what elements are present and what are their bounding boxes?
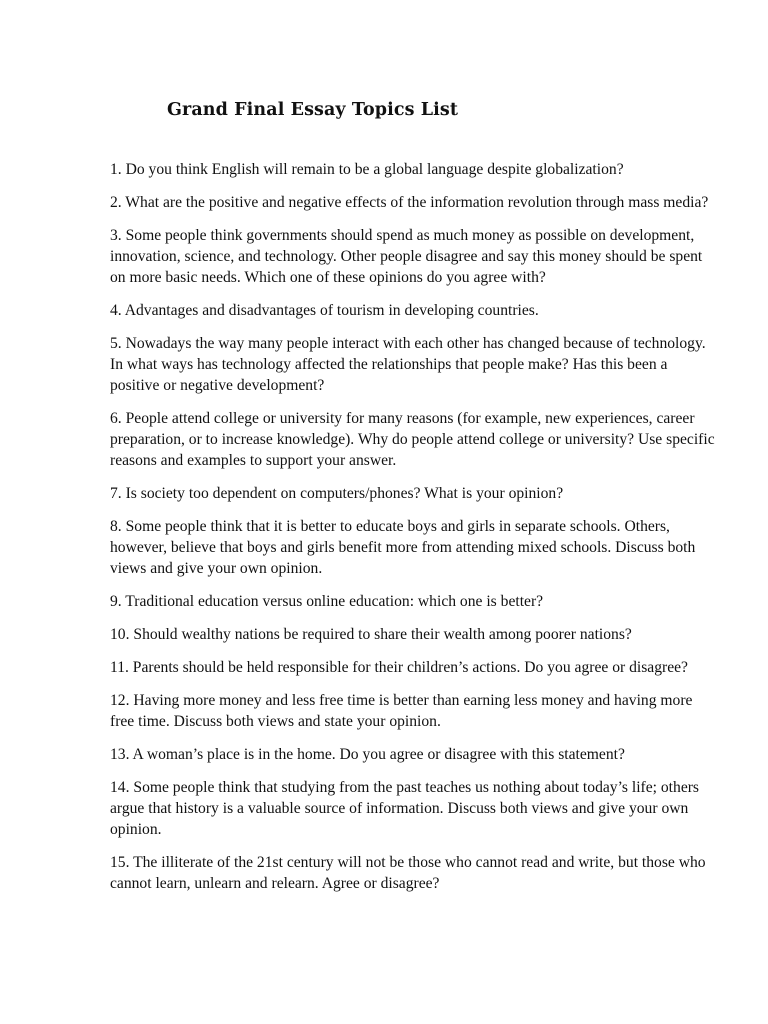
essay-topic-7: 7. Is society too dependent on computers/phones? What is your opinion? — [110, 485, 564, 502]
essay-topic-15: 15. The illiterate of the 21st century will not be those who cannot read and write, but those who cannot learn, unlearn and relearn. Agree or disagree? — [110, 854, 706, 892]
essay-topic-2: 2. What are the positive and negative effects of the information revolution through mass media? — [110, 194, 709, 211]
essay-topic-10: 10. Should wealthy nations be required to share their wealth among poorer nations? — [110, 626, 632, 643]
essay-topic-3: 3. Some people think governments should spend as much money as possible on development, innovation, science, and technology. Other people disagree and say this money should be spent on more basic needs. Which one of these opinions do you agree with? — [110, 227, 703, 286]
essay-topic-9: 9. Traditional education versus online education: which one is better? — [110, 593, 544, 610]
essay-topic-1: 1. Do you think English will remain to be a global language despite globalization? — [110, 161, 624, 178]
document-title: Grand Final Essay Topics List — [167, 100, 459, 120]
essay-topic-6: 6. People attend college or university for many reasons (for example, new experiences, career preparation, or to increase knowledge). Why do people attend college or university? Use specific reasons and examples to support your answer. — [110, 410, 715, 469]
essay-topic-14: 14. Some people think that studying from the past teaches us nothing about today’s life; others argue that history is a valuable source of information. Discuss both views and give your own opinion. — [110, 779, 699, 838]
essay-topic-4: 4. Advantages and disadvantages of tourism in developing countries. — [110, 302, 539, 319]
essay-topic-8: 8. Some people think that it is better to educate boys and girls in separate schools. Others, however, believe that boys and girls benefit more from attending mixed schools. Discuss both views and give your own opinion. — [110, 518, 696, 577]
essay-topic-13: 13. A woman’s place is in the home. Do you agree or disagree with this statement? — [110, 746, 625, 763]
essay-topic-5: 5. Nowadays the way many people interact with each other has changed because of technology. In what ways has technology affected the relationships that people make? Has this been a positive or negative development? — [110, 335, 706, 394]
essay-topic-11: 11. Parents should be held responsible for their children’s actions. Do you agree or disagree? — [110, 659, 688, 676]
essay-topic-12: 12. Having more money and less free time is better than earning less money and having more free time. Discuss both views and state your opinion. — [110, 692, 693, 730]
essay-topics-list — [110, 159, 716, 906]
